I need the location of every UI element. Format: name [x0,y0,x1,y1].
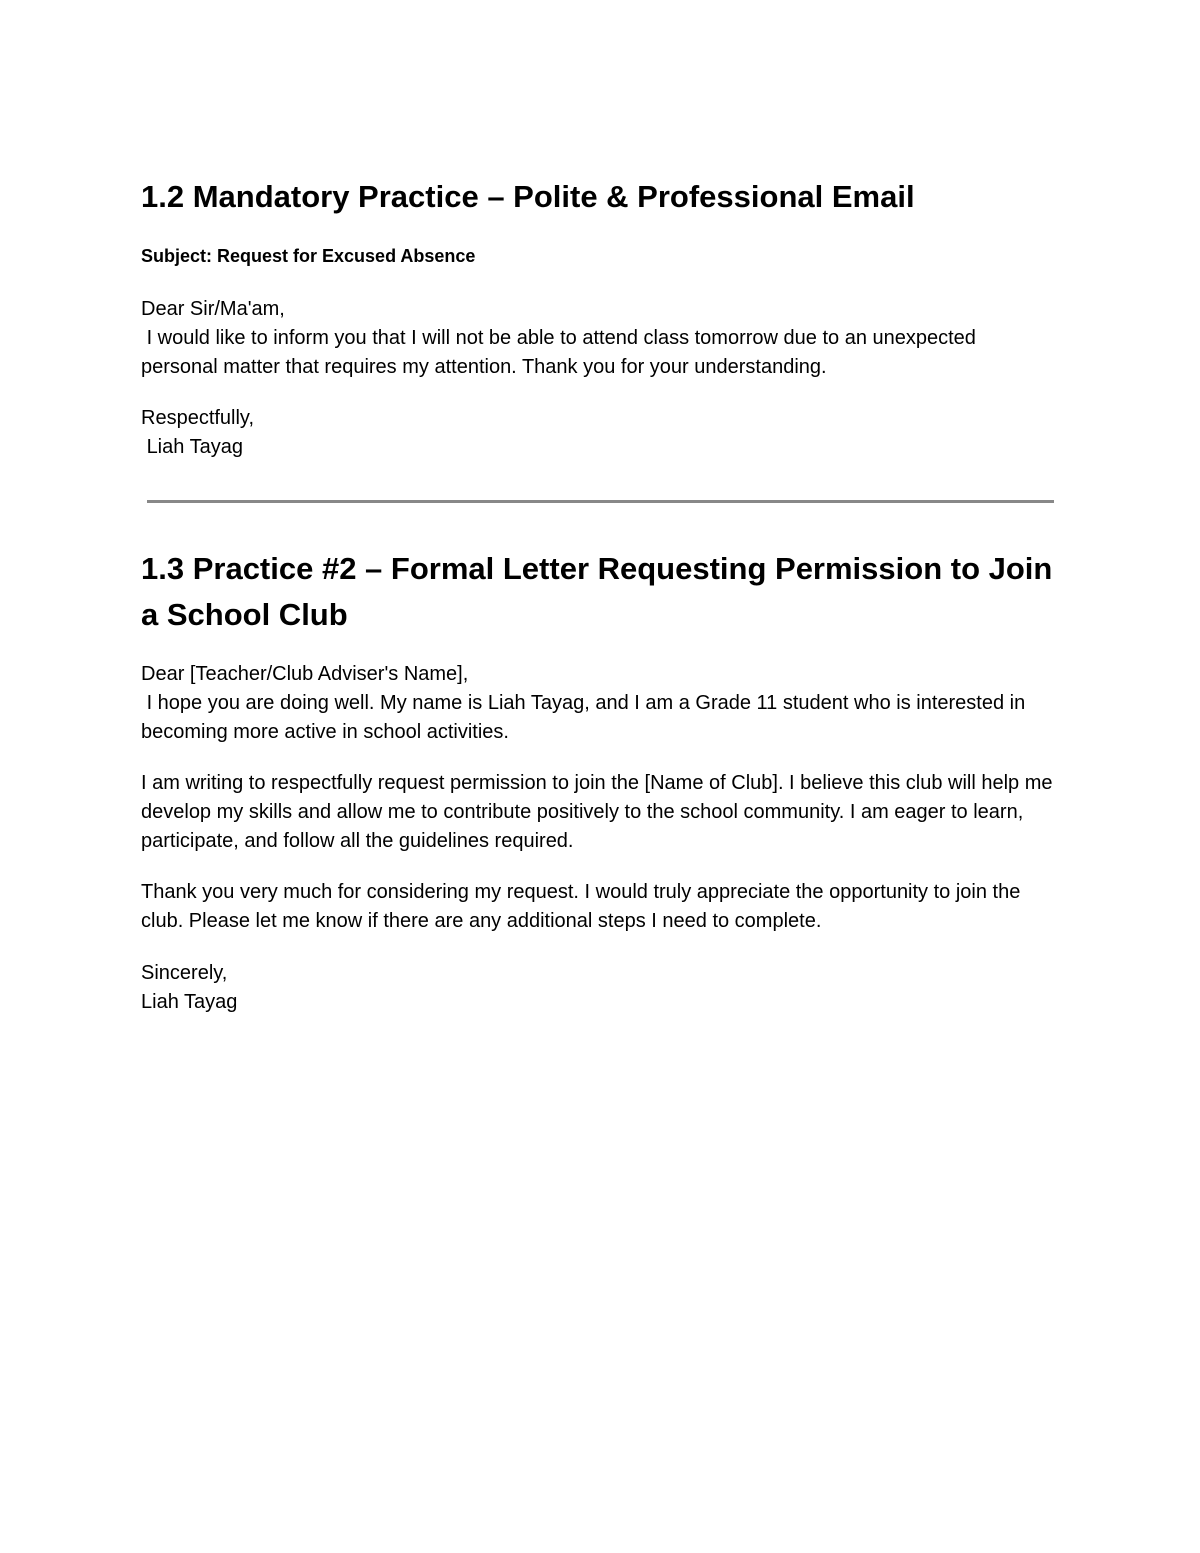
letter-thanks: Thank you very much for considering my request. I would truly appreciate the opportunity to join the club. Please let me know if there are any additional steps I need to complete. [141,881,1021,932]
section-divider [147,500,1054,503]
letter-signature: Liah Tayag [141,991,238,1013]
section2-heading: 1.3 Practice #2 – Formal Letter Requesting Permission to Join a School Club [141,551,1053,632]
letter-body: I am writing to respectfully request permission to join the [Name of Club]. I believe this club will help me develop my skills and allow me to contribute positively to the school community. I am eager to learn, participate, and follow all the guidelines required. [141,772,1053,852]
email-subject: Subject: Request for Excused Absence [141,246,476,266]
letter-greeting: Dear [Teacher/Club Adviser's Name], [141,663,469,685]
letter-closing: Sincerely, [141,962,228,984]
section1-heading: 1.2 Mandatory Practice – Polite & Professional Email [141,179,915,214]
email-closing: Respectfully, [141,407,255,429]
email-signature: Liah Tayag [141,436,243,458]
email-greeting: Dear Sir/Ma'am, [141,298,285,320]
letter-intro: I hope you are doing well. My name is Liah Tayag, and I am a Grade 11 student who is interested in becoming more active in school activities. [141,692,1031,743]
email-body: I would like to inform you that I will not be able to attend class tomorrow due to an unexpected personal matter that requires my attention. Thank you for your understanding. [141,327,982,378]
